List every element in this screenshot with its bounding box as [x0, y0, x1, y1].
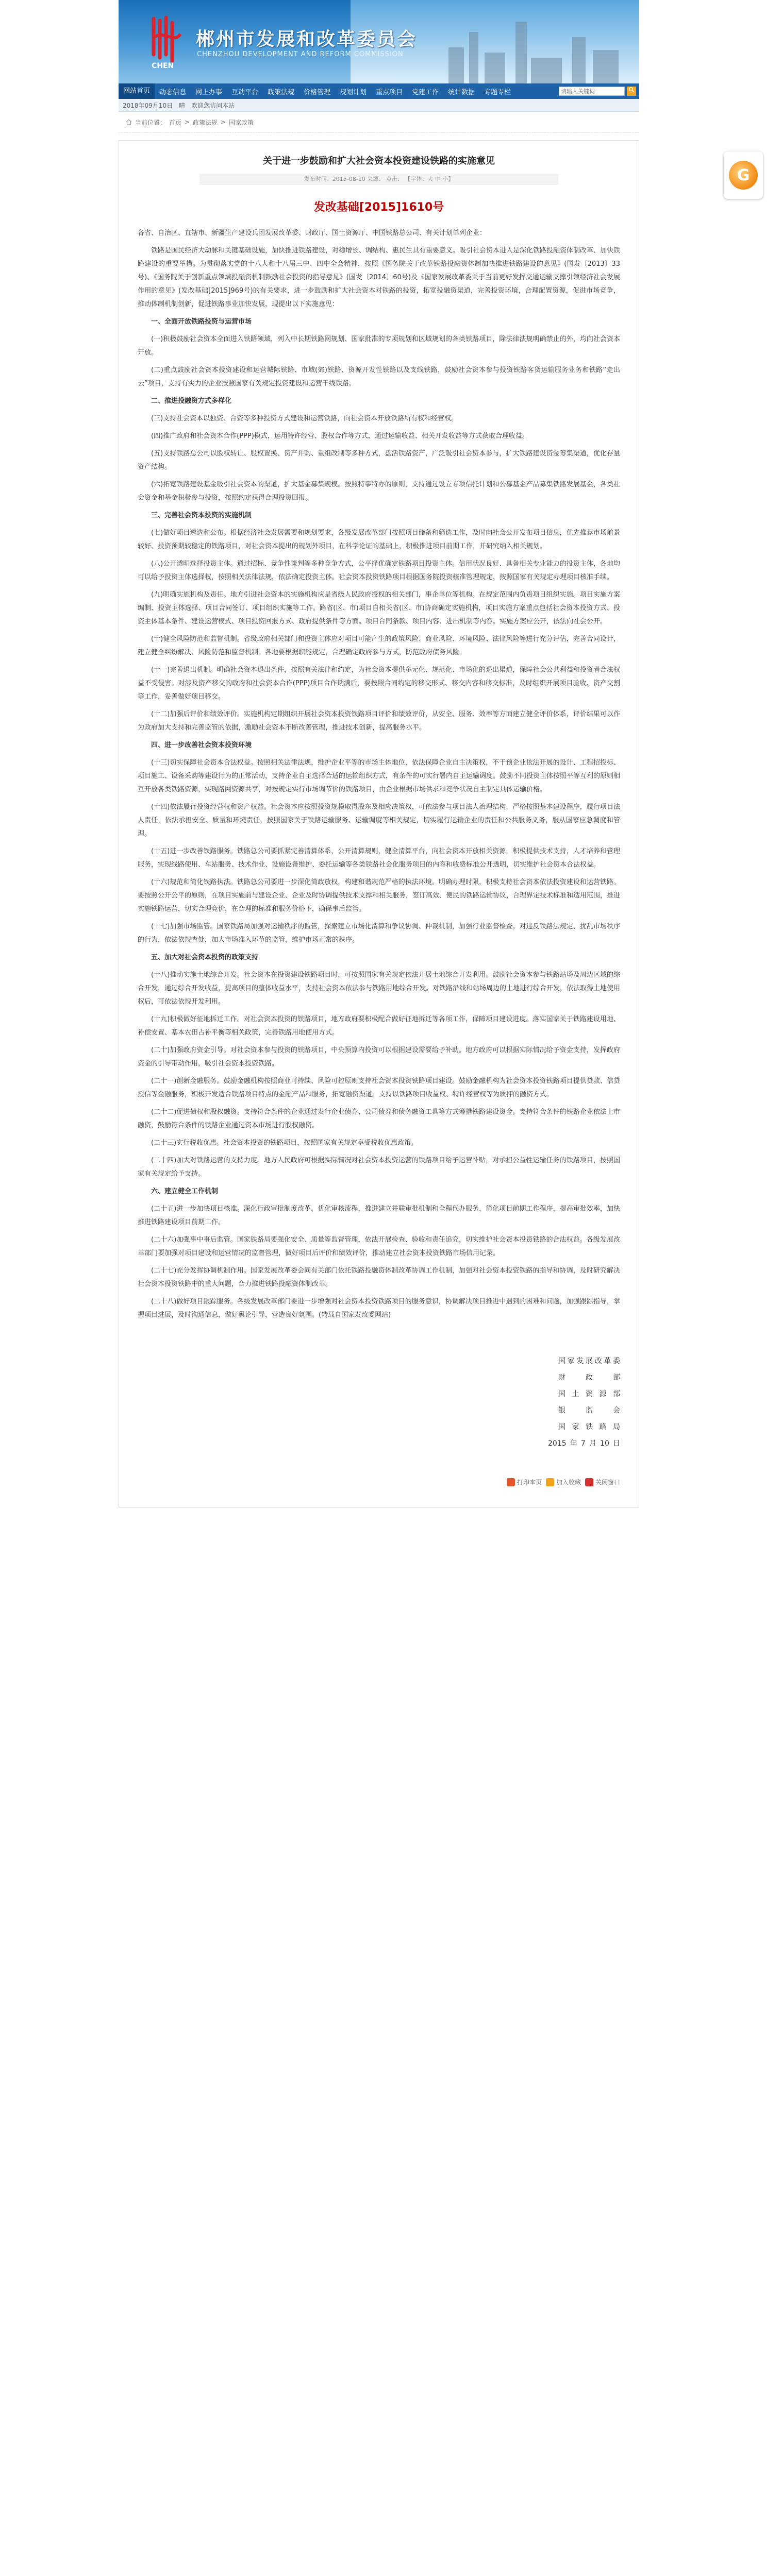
paragraph: (十三)切实保障社会资本合法权益。按照相关法律法规，维护企业平等的市场主体地位，依法保障企业自主决策权，不干预企业依法开展的设计、工程招投标、项目施工、设备采购等建设行为的正常活动，支持企业自主选择合适的运输组织方式，有条件的可实行署内自主运输调度。鼓励不同投资主体按照平等互利的原则相互开放各类铁路资源，实现路网资源共享，对按规定实行市场调节价的铁路项目，由企业根据市场供求和竞争状况自主制定具体运输价格。	[138, 759, 621, 793]
paragraph: (十四)依法履行投资经营权和资产权益。社会资本应按照投资规模取得股东及相应决策权，可依法参与项目法人治理结构，严格按照基本建设程序，履行项目法人责任，依法承担安全、质量和环境责任，按照国家关于铁路运输服务、运输调度等相关规定，切实履行运输企业的责任和公共服务义务，服从国家应急调度和管理。	[138, 803, 620, 838]
paragraph: (六)拓宽铁路建设基金吸引社会资本的渠道，扩大基金募集规模。按照特事特办的原则，支持通过设立专项信托计划和公募基金产品募集铁路发展基金，各类社会资金和基金积极参与投资，按照约定获得合理投资回报。	[138, 481, 620, 502]
weather: 晴	[179, 101, 186, 109]
nav-item-home[interactable]: 网站首页	[119, 83, 155, 99]
star-icon	[546, 1478, 554, 1486]
signatory: 银 监 会	[558, 1406, 620, 1415]
paragraph: (十六)规范和简化铁路执法。铁路总公司要进一步深化简政放权，构建和谐规范严格的执法环境。明确办理时限，积极支持社会资本依法投资建设和运营铁路。要按照公开公平的原则，在项目实施前与建设企业、企业及时协调提供技术支撑和相关服务，签订高效、便民的铁路运输协议，合理界定技术标准和适用范围，推进实施铁路运营，切实合理竞价，在合理的标准和服务价格下，确保事后监管。	[138, 878, 621, 913]
search-icon	[628, 87, 635, 93]
logo-text: CHEN	[152, 62, 174, 70]
breadcrumb-prefix: 当前位置：	[135, 118, 167, 126]
paragraph: (八)公开透明选择投资主体。通过招标、竞争性谈判等多种竞争方式，公平择优确定铁路项目投资主体。信用状况良好、具备相关专业能力的投资主体，各地均可以给予投资主体选择权，按照相关法律法规，依法确定投资主体。社会资本投资铁路项目根据国务院投资核准管理规定，按照国家有关规定办理项目核准手续。	[138, 560, 620, 581]
paragraph: (九)明确实施机构及责任。地方引进社会资本的实施机构应是省级人民政府授权的相关部门，事企单位等机构。在规定范围内负责项目组织实施。项目实施方案编制、投资主体选择、项目合同签订、项目组织实施等工作。路省(区、市)项目自相关省(区、市)协商确定实施机构，项目实施方案重点包括社会资本投资方式、投资主体基本条件、建设运营模式、项目投资回报方式、政府提供条件等方面。项目合同条款、项目内容、进出机制等内容。实施方案应公开，依法向社会公开。	[138, 591, 620, 625]
article-tools	[138, 1478, 620, 1486]
section-heading: 六、建立健全工作机制	[151, 1188, 219, 1195]
search-button[interactable]	[627, 87, 636, 96]
site-logo-icon[interactable]	[148, 13, 190, 70]
signatory: 国家发展改革委	[558, 1357, 620, 1365]
paragraph: (十七)加强市场监管。国家铁路局加强对运输秩序的监管，探索建立市场化清算和争议协调、仲裁机制，加强行业监督检查。对违反铁路法规定、扰乱市场秩序的行为，依法依规查处，加大市场准入环节的监管，维护市场正常的秩序。	[138, 923, 620, 944]
paragraph: (七)做好项目遴选和公布。根据经济社会发展需要和规划要求，各级发展改革部门按照项目储备和筛选工作，及时向社会公开发布项目信息，优先推荐市场前景较好、投资预期较稳定的铁路项目，对社会资本提出的规划外项目，在科学论证的基础上，积极推进项目前期工作，并研究纳入相关规划。	[138, 529, 620, 550]
page-wrap	[119, 0, 639, 1507]
welcome-text: 欢迎您访问本站	[191, 101, 235, 109]
paragraph: (三)支持社会资本以独资、合资等多种投资方式建设和运营铁路，向社会资本开放铁路所有权和经营权。	[151, 415, 458, 422]
nav-item-interaction[interactable]: 互动平台	[231, 88, 259, 96]
paragraph: (二十一)创新金融服务。鼓励金融机构按照商业可持续、风险可控原则支持社会资本投资铁路项目建设。鼓励金融机构为社会资本投资铁路项目提供贷款、信贷授信等金融服务，积极开发适合铁路项目特点的金融产品和服务，拓宽融资渠道。支持以铁路项目收益权、特许经营权等为质押的融资方式。	[138, 1077, 620, 1098]
current-date: 2018年09月10日	[123, 101, 173, 109]
paragraph: (五)支持铁路总公司以股权转让、股权置换、资产并购、重组改制等多种方式，盘活铁路资产，广泛吸引社会资本参与，扩大铁路建设资金筹集渠道，优化存量资产结构。	[138, 450, 620, 471]
issue-date: 2015年7月10日	[548, 1439, 620, 1448]
favorite-button[interactable]: 加入收藏	[546, 1478, 581, 1486]
section-heading: 四、进一步改善社会资本投资环境	[151, 741, 252, 749]
document-number: 发改基础[2015]1610号	[313, 201, 444, 214]
article	[119, 140, 639, 1507]
breadcrumb-home[interactable]: 首页	[169, 118, 182, 126]
close-icon	[585, 1478, 593, 1486]
signatories	[138, 1353, 620, 1452]
nav-item-statistics[interactable]: 统计数据	[448, 88, 475, 96]
paragraph: (二十)加强政府资金引导。对社会资本参与投资的铁路项目，中央预算内投资可以根据建设需要给予补助。地方政府可以根据实际情况给予资金支持，发挥政府资金的引导带动作用，吸引社会资本投资铁路。	[138, 1046, 620, 1067]
paragraph: (四)推广政府和社会资本合作(PPP)模式，运用特许经营、股权合作等方式，通过运输收益、相关开发收益等方式获取合理收益。	[151, 432, 529, 440]
breadcrumb-sep: >	[221, 118, 226, 126]
signatory: 财 政 部	[558, 1374, 620, 1382]
print-button[interactable]: 打印本页	[507, 1478, 542, 1486]
paragraph: (二十六)加强事中事后监管。国家铁路局要强化安全、质量等监督管理，依法开展检查、验收和责任追究，切实维护社会资本投资铁路的合法权益。各级发展改革部门要加强对项目建设和运营情况的监督管理，做好项目后评价和绩效评价，推动建立社会资本投资铁路市场信用记录。	[138, 1236, 620, 1257]
paragraph: (二十八)做好项目跟踪服务。各级发展改革部门要进一步增强对社会资本投资铁路项目的服务意识，协调解决项目推进中遇到的困难和问题，加强跟踪指导，掌握项目进展，及时沟通信息，做好舆论引导，营造良好氛围。(转载自国家发改委网站)	[138, 1298, 620, 1319]
paragraph: (十八)推动实施土地综合开发。社会资本在投资建设铁路项目时，可按照国家有关规定依法开展土地综合开发利用。鼓励社会资本参与铁路站场及周边区域的综合开发，通过综合开发收益，提高项目的整体收益水平，支持社会资本依法参与铁路用地综合开发。对铁路沿线和站场周边的土地进行综合开发，依法取得土地使用权后，可依法依规开发利用。	[138, 971, 621, 1006]
signatory: 国家铁路局	[558, 1423, 620, 1431]
article-meta: 发布时间：2015-08-10 来源： 点击： 【字体：大 中 小】	[199, 174, 558, 185]
site-title-en: CHENZHOU DEVELOPMENT AND REFORM COMMISSION	[197, 50, 404, 58]
paragraph: (十一)完善退出机制。明确社会资本退出条件，按照有关法律和约定，为社会资本提供多元化、规范化、市场化的退出渠道，保障社会公共利益和投资者合法权益不受侵害。对涉及资产移交的政府和社会资本合作(PPP)项目合作期满后，要按照合同约定的移交形式、移交内容和移交标准，及时组织开展项目验收、资产交割等工作，妥善做好项目移交。	[138, 666, 620, 701]
signatory: 国土资源部	[558, 1390, 620, 1398]
nav-item-prices[interactable]: 价格管理	[304, 88, 331, 96]
section-heading: 二、推进投融资方式多样化	[151, 397, 232, 405]
site-header	[119, 0, 639, 83]
breadcrumb	[119, 112, 639, 133]
search-input[interactable]	[559, 87, 625, 96]
paragraph: (二十二)促进债权和股权融资。支持符合条件的企业通过发行企业债券、公司债券和债务融资工具等方式筹措铁路建设资金。支持符合条件的铁路企业依法上市融资，鼓励符合条件的铁路企业通过资本市场进行股权融资。	[138, 1108, 620, 1129]
paragraph: (十九)积极做好征地拆迁工作。对社会资本投资的铁路项目，地方政府要积极配合做好征地拆迁等各项工作，保障项目建设进度。落实国家关于铁路建设用地、补偿安置、基本农田占补平衡等相关政策，完善铁路用地使用方式。	[138, 1015, 620, 1037]
paragraph: (二十四)加大对铁路运营的支持力度。地方人民政府可根据实际情况对社会资本投资运营的铁路项目给予运营补贴，对承担公益性运输任务的铁路项目，按照国家有关规定给予支持。	[138, 1157, 620, 1178]
main-nav	[119, 83, 639, 99]
nav-item-planning[interactable]: 规划计划	[340, 88, 367, 96]
paragraph: (二十三)实行税收优惠。社会资本投资的铁路项目，按照国家有关规定享受税收优惠政策。	[151, 1139, 418, 1147]
nav-item-party[interactable]: 党建工作	[412, 88, 439, 96]
section-heading: 一、全面开放铁路投资与运营市场	[151, 318, 252, 326]
section-heading: 三、完善社会资本投资的实施机制	[151, 512, 252, 519]
close-window-button[interactable]: 关闭窗口	[585, 1478, 620, 1486]
nav-item-topics[interactable]: 专题专栏	[484, 88, 511, 96]
section-heading: 五、加大对社会资本投资的政策支持	[151, 954, 259, 961]
breadcrumb-sep: >	[185, 118, 190, 126]
breadcrumb-policies[interactable]: 政策法规	[193, 118, 218, 126]
site-title: 郴州市发展和改革委员会	[196, 29, 418, 50]
nav-item-projects[interactable]: 重点项目	[376, 88, 403, 96]
article-body	[138, 227, 620, 1322]
paragraph: (二十七)充分发挥协调机制作用。国家发展改革委会同有关部门依托铁路投融资体制改革协调工作机制，加强对社会资本投资铁路的指导和协调，及时研究解决社会资本投资铁路中的重大问题，合力推进铁路投融资体制改革。	[138, 1267, 620, 1288]
nav-item-policies[interactable]: 政策法规	[268, 88, 295, 96]
paragraph: 各省、自治区、直辖市、新疆生产建设兵团发展改革委、财政厅、国土资源厅、中国铁路总公司、有关计划单列企业：	[138, 229, 487, 237]
home-icon	[126, 119, 132, 125]
info-bar	[119, 99, 639, 112]
site-search	[559, 87, 639, 96]
paragraph: (二十五)进一步加快项目核准。深化行政审批制度改革，优化审核流程，推进建立并联审批机制和全程代办服务，简化项目前期工作程序，提高审批效率，加快推进铁路建设项目前期工作。	[138, 1205, 620, 1226]
paragraph: (十)健全风险防范和监督机制。省级政府相关部门和投资主体应对项目可能产生的政策风险、商业风险、环境风险、法律风险等进行充分评估，完善合同设计，建立健全纠纷解决、风险防范和监督机制。各地要根据职能规定，合理确定政府参与方式，防范政府债务风险。	[138, 635, 620, 656]
print-icon	[507, 1478, 515, 1486]
floating-badge[interactable]	[724, 151, 763, 199]
paragraph: (一)积极鼓励社会资本全面进入铁路领域，列入中长期铁路网规划、国家批准的专项规划和区域规划的各类铁路项目，除法律法规明确禁止的外，均向社会资本开放。	[138, 335, 620, 357]
nav-item-services[interactable]: 网上办事	[195, 88, 223, 96]
paragraph: (十二)加强后评价和绩效评价。实施机构定期组织开展社会资本投资铁路项目评价和绩效评价，从安全、服务、效率等方面建立健全评价体系，评价结果可以作为政府加大支持和完善监管的依据，激励社会资本不断改善管理，推进技术创新，提高服务水平。	[138, 710, 620, 732]
article-title: 关于进一步鼓励和扩大社会资本投资建设铁路的实施意见	[263, 156, 495, 166]
paragraph: (十五)进一步改善铁路服务。铁路总公司要抓紧完善清算体系，公开清算规则，健全清算平台，向社会资本开放相关资源，积极提供技术支持，人才培养和管理服务，实现线路使用、车站服务、技术作业、设施设备维护、委托运输等各类铁路社会化服务项目的内容和收费标准公开透明，切实维护社会资本合法权益。	[138, 848, 620, 869]
nav-item-news[interactable]: 动态信息	[159, 88, 187, 96]
badge-icon: G	[729, 161, 758, 190]
paragraph: (二)重点鼓励社会资本投资建设和运营城际铁路、市域(郊)铁路、资源开发性铁路以及支线铁路，鼓励社会资本参与投资铁路客货运输服务业务和铁路“走出去”项目，支持有实力的企业按照国家有关规定投资建设和运营干线铁路。	[138, 366, 620, 387]
breadcrumb-national[interactable]: 国家政策	[229, 118, 254, 126]
paragraph: 铁路是国民经济大动脉和关键基础设施，加快推进铁路建设，对稳增长、调结构、惠民生具有重要意义。吸引社会资本进入是深化铁路投融资体制改革、加快铁路建设的重要举措。为贯彻落实党的十八大和十八届三中、四中全会精神，按照《国务院关于改革铁路投融资体制加快推进铁路建设的意见》(国发〔2013〕33号)、《国务院关于创新重点领域投融资机制鼓励社会投资的指导意见》(国发〔2014〕60号)及《国家发展改革委关于当前更好发挥交通运输支撑引领经济社会发展作用的意见》(发改基础[2015]969号)的有关要求，进一步鼓励和扩大社会资本对铁路的投资，拓宽投融资渠道，完善投资环境，合理配置资源，促进市场竞争，推动体制机制创新，促进铁路事业加快发展，现提出以下实施意见：	[138, 247, 621, 308]
